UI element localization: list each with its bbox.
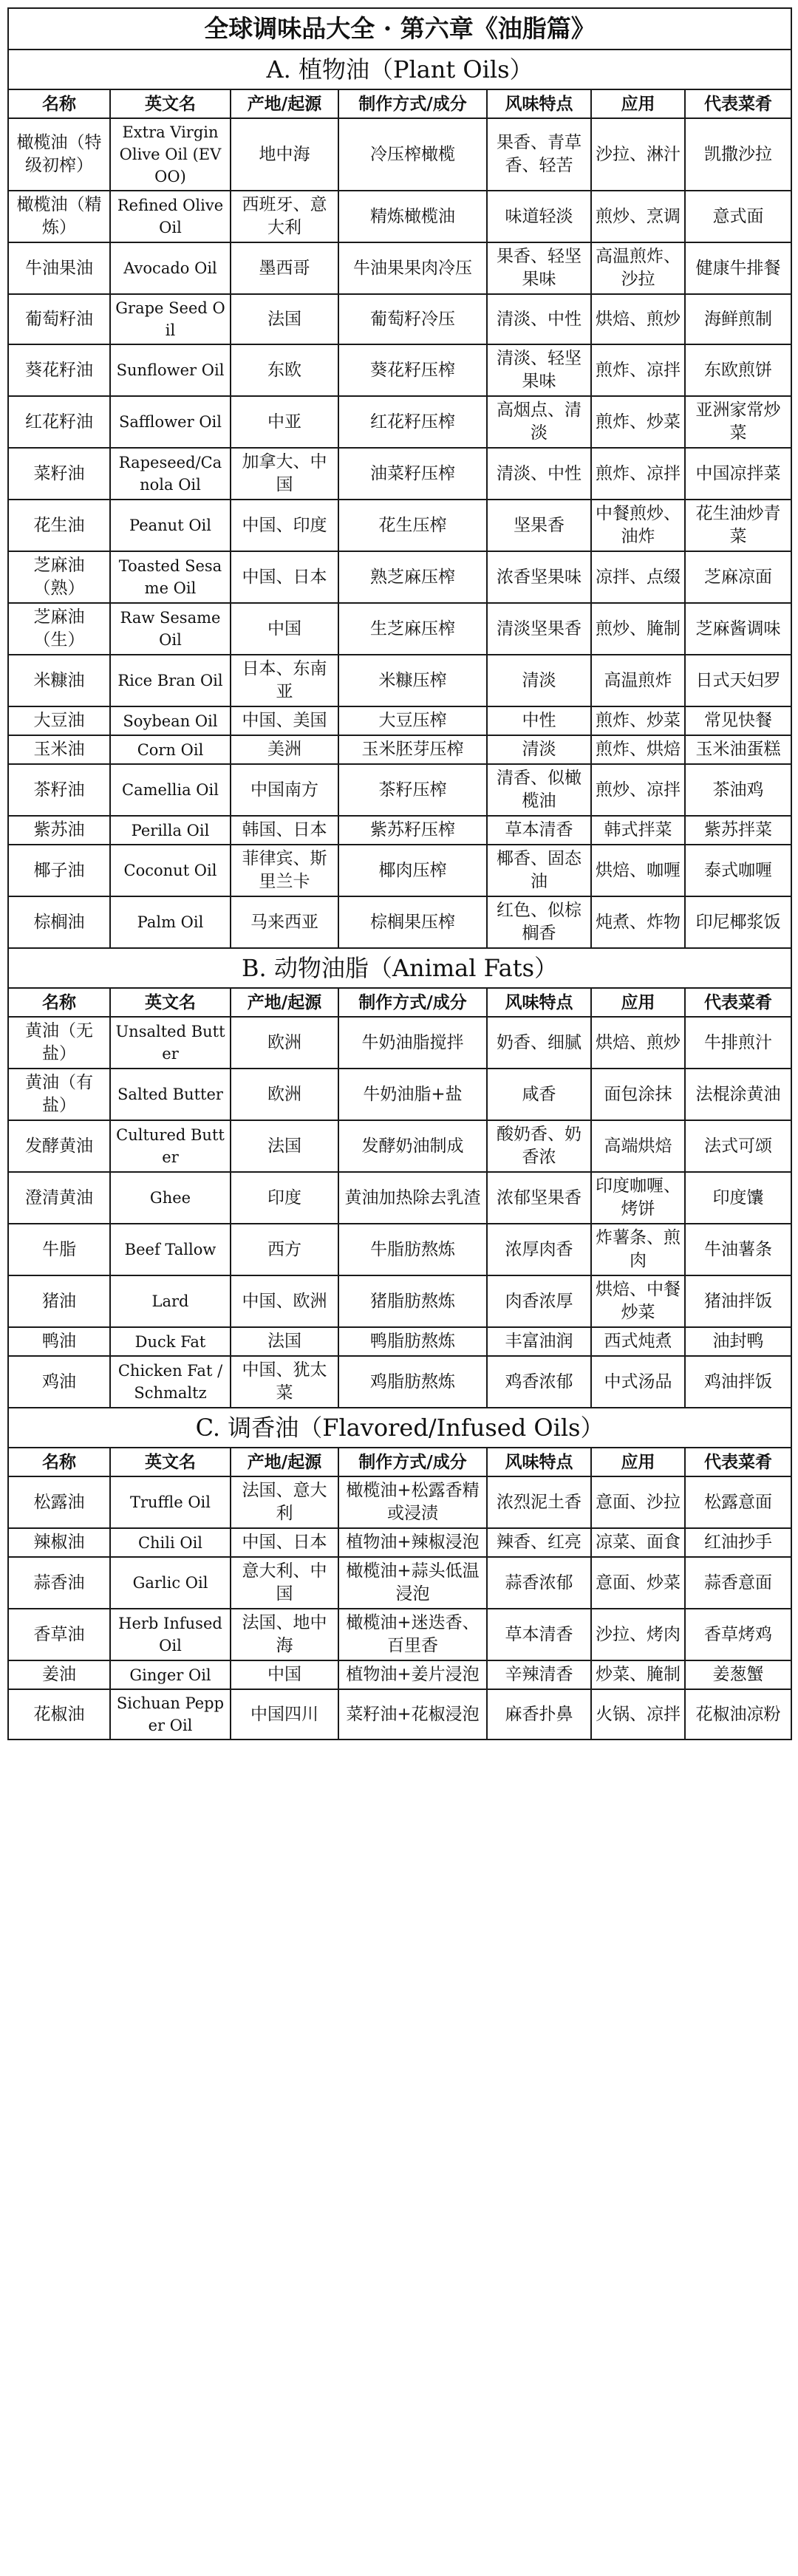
oil-name: 花生油 [8,500,110,551]
header-flavor: 风味特点 [487,89,591,118]
oil-name: 牛油果油 [8,242,110,294]
table-row [8,294,791,344]
oil-name: 香草油 [8,1609,110,1660]
english-name: Rice Bran Oil [110,655,231,706]
flavor: 辣香、红亮 [487,1528,591,1557]
english-name: Extra Virgin Olive Oil (EVOO) [110,118,231,191]
method: 黄油加热除去乳渣 [338,1172,487,1224]
header-usage: 应用 [591,1448,685,1476]
signature-dish: 猪油拌饭 [685,1275,791,1327]
signature-dish: 海鲜煎制 [685,294,791,344]
flavor: 咸香 [487,1069,591,1120]
origin: 欧洲 [231,1069,338,1120]
usage: 煎炸、凉拌 [591,344,685,396]
english-name: Sichuan Pepper Oil [110,1689,231,1740]
flavor: 清淡、中性 [487,294,591,344]
oil-name: 玉米油 [8,735,110,764]
signature-dish: 凯撒沙拉 [685,118,791,191]
method: 植物油+姜片浸泡 [338,1660,487,1689]
usage: 高温煎炸 [591,655,685,706]
usage: 煎炒、烹调 [591,191,685,242]
english-name: Camellia Oil [110,764,231,816]
oil-name: 鸭油 [8,1327,110,1356]
method: 橄榄油+迷迭香、百里香 [338,1609,487,1660]
signature-dish: 中国凉拌菜 [685,448,791,500]
usage: 煎炒、凉拌 [591,764,685,816]
signature-dish: 紫苏拌菜 [685,816,791,845]
usage: 煎炸、炒菜 [591,706,685,735]
signature-dish: 印尼椰浆饭 [685,896,791,948]
oil-name: 棕榈油 [8,896,110,948]
method: 牛脂肪熬炼 [338,1224,487,1275]
signature-dish: 牛排煎汁 [685,1017,791,1069]
usage: 火锅、凉拌 [591,1689,685,1740]
flavor: 清淡、中性 [487,448,591,500]
method: 花生压榨 [338,500,487,551]
origin: 中国、犹太菜 [231,1356,338,1408]
english-name: Palm Oil [110,896,231,948]
signature-dish: 茶油鸡 [685,764,791,816]
signature-dish: 芝麻酱调味 [685,603,791,655]
signature-dish: 鸡油拌饭 [685,1356,791,1408]
origin: 马来西亚 [231,896,338,948]
oil-name: 松露油 [8,1476,110,1528]
origin: 地中海 [231,118,338,191]
flavor: 椰香、固态油 [487,845,591,896]
oil-name: 芝麻油（熟） [8,551,110,603]
header-name: 名称 [8,988,110,1017]
origin: 中国、美国 [231,706,338,735]
english-name: Chili Oil [110,1528,231,1557]
signature-dish: 印度馕 [685,1172,791,1224]
oil-name: 葵花籽油 [8,344,110,396]
header-origin: 产地/起源 [231,89,338,118]
flavor: 鸡香浓郁 [487,1356,591,1408]
page-title: 全球调味品大全 · 第六章《油脂篇》 [8,8,791,50]
table-row [8,1275,791,1327]
oil-name: 猪油 [8,1275,110,1327]
method: 生芝麻压榨 [338,603,487,655]
section-heading-row [8,1408,791,1448]
origin: 菲律宾、斯里兰卡 [231,845,338,896]
oils-table [7,7,792,1740]
signature-dish: 姜葱蟹 [685,1660,791,1689]
usage: 面包涂抹 [591,1069,685,1120]
signature-dish: 蒜香意面 [685,1557,791,1609]
table-row [8,896,791,948]
flavor: 果香、轻坚果味 [487,242,591,294]
english-name: Salted Butter [110,1069,231,1120]
oil-name: 芝麻油（生） [8,603,110,655]
signature-dish: 常见快餐 [685,706,791,735]
signature-dish: 红油抄手 [685,1528,791,1557]
english-name: Unsalted Butter [110,1017,231,1069]
english-name: Safflower Oil [110,396,231,448]
flavor: 肉香浓厚 [487,1275,591,1327]
usage: 意面、沙拉 [591,1476,685,1528]
origin: 墨西哥 [231,242,338,294]
method: 米糠压榨 [338,655,487,706]
english-name: Corn Oil [110,735,231,764]
header-method: 制作方式/成分 [338,1448,487,1476]
title-row [8,8,791,50]
flavor: 浓烈泥土香 [487,1476,591,1528]
oil-name: 米糠油 [8,655,110,706]
table-row [8,118,791,191]
origin: 中国南方 [231,764,338,816]
method: 牛奶油脂+盐 [338,1069,487,1120]
origin: 法国 [231,1120,338,1172]
flavor: 草本清香 [487,1609,591,1660]
flavor: 丰富油润 [487,1327,591,1356]
usage: 炸薯条、煎肉 [591,1224,685,1275]
english-name: Raw Sesame Oil [110,603,231,655]
signature-dish: 牛油薯条 [685,1224,791,1275]
signature-dish: 日式天妇罗 [685,655,791,706]
flavor: 麻香扑鼻 [487,1689,591,1740]
signature-dish: 松露意面 [685,1476,791,1528]
method: 橄榄油+蒜头低温浸泡 [338,1557,487,1609]
oil-name: 菜籽油 [8,448,110,500]
table-row [8,396,791,448]
origin: 中国、日本 [231,1528,338,1557]
method: 发酵奶油制成 [338,1120,487,1172]
table-row [8,1528,791,1557]
oil-name: 发酵黄油 [8,1120,110,1172]
flavor: 坚果香 [487,500,591,551]
english-name: Rapeseed/Canola Oil [110,448,231,500]
header-dish: 代表菜肴 [685,1448,791,1476]
english-name: Refined Olive Oil [110,191,231,242]
origin: 加拿大、中国 [231,448,338,500]
method: 牛奶油脂搅拌 [338,1017,487,1069]
table-row [8,764,791,816]
oil-name: 鸡油 [8,1356,110,1408]
table-row [8,1069,791,1120]
method: 大豆压榨 [338,706,487,735]
method: 鸭脂肪熬炼 [338,1327,487,1356]
flavor: 清淡坚果香 [487,603,591,655]
english-name: Peanut Oil [110,500,231,551]
english-name: Coconut Oil [110,845,231,896]
column-header-row [8,988,791,1017]
usage: 烘焙、煎炒 [591,294,685,344]
origin: 法国 [231,1327,338,1356]
origin: 东欧 [231,344,338,396]
table-row [8,735,791,764]
flavor: 浓郁坚果香 [487,1172,591,1224]
oil-name: 椰子油 [8,845,110,896]
header-usage: 应用 [591,89,685,118]
origin: 中国、印度 [231,500,338,551]
table-row [8,655,791,706]
english-name: Toasted Sesame Oil [110,551,231,603]
table-row [8,603,791,655]
oil-name: 黄油（无盐） [8,1017,110,1069]
method: 冷压榨橄榄 [338,118,487,191]
table-row [8,1224,791,1275]
header-usage: 应用 [591,988,685,1017]
english-name: Cultured Butter [110,1120,231,1172]
oil-name: 蒜香油 [8,1557,110,1609]
column-header-row [8,89,791,118]
usage: 韩式拌菜 [591,816,685,845]
flavor: 蒜香浓郁 [487,1557,591,1609]
flavor: 清淡 [487,655,591,706]
usage: 煎炒、腌制 [591,603,685,655]
flavor: 味道轻淡 [487,191,591,242]
header-name: 名称 [8,89,110,118]
origin: 西方 [231,1224,338,1275]
flavor: 浓厚肉香 [487,1224,591,1275]
origin: 中亚 [231,396,338,448]
english-name: Ghee [110,1172,231,1224]
table-row [8,1356,791,1408]
method: 猪脂肪熬炼 [338,1275,487,1327]
oil-name: 花椒油 [8,1689,110,1740]
section-heading-row [8,50,791,89]
table-row [8,1476,791,1528]
method: 紫苏籽压榨 [338,816,487,845]
header-origin: 产地/起源 [231,1448,338,1476]
english-name: Perilla Oil [110,816,231,845]
table-row [8,1689,791,1740]
signature-dish: 健康牛排餐 [685,242,791,294]
section-heading: A. 植物油（Plant Oils） [8,50,791,89]
signature-dish: 玉米油蛋糕 [685,735,791,764]
usage: 烘焙、咖喱 [591,845,685,896]
method: 茶籽压榨 [338,764,487,816]
usage: 中式汤品 [591,1356,685,1408]
origin: 中国 [231,603,338,655]
usage: 煎炸、炒菜 [591,396,685,448]
signature-dish: 法式可颂 [685,1120,791,1172]
oil-name: 黄油（有盐） [8,1069,110,1120]
origin: 中国四川 [231,1689,338,1740]
method: 鸡脂肪熬炼 [338,1356,487,1408]
header-flavor: 风味特点 [487,1448,591,1476]
english-name: Avocado Oil [110,242,231,294]
table-row [8,1120,791,1172]
origin: 中国、日本 [231,551,338,603]
english-name: Garlic Oil [110,1557,231,1609]
origin: 韩国、日本 [231,816,338,845]
oil-name: 辣椒油 [8,1528,110,1557]
oil-name: 红花籽油 [8,396,110,448]
english-name: Duck Fat [110,1327,231,1356]
table-row [8,1609,791,1660]
table-row [8,551,791,603]
usage: 沙拉、烤肉 [591,1609,685,1660]
flavor: 高烟点、清淡 [487,396,591,448]
usage: 炖煮、炸物 [591,896,685,948]
oil-name: 橄榄油（特级初榨） [8,118,110,191]
table-row [8,1557,791,1609]
usage: 沙拉、淋汁 [591,118,685,191]
method: 玉米胚芽压榨 [338,735,487,764]
table-row [8,816,791,845]
signature-dish: 法棍涂黄油 [685,1069,791,1120]
origin: 中国、欧洲 [231,1275,338,1327]
section-heading-row [8,948,791,988]
flavor: 草本清香 [487,816,591,845]
usage: 炒菜、腌制 [591,1660,685,1689]
origin: 印度 [231,1172,338,1224]
english-name: Herb Infused Oil [110,1609,231,1660]
method: 植物油+辣椒浸泡 [338,1528,487,1557]
oil-name: 茶籽油 [8,764,110,816]
header-name: 名称 [8,1448,110,1476]
english-name: Sunflower Oil [110,344,231,396]
usage: 烘焙、煎炒 [591,1017,685,1069]
signature-dish: 亚洲家常炒菜 [685,396,791,448]
origin: 西班牙、意大利 [231,191,338,242]
header-method: 制作方式/成分 [338,89,487,118]
signature-dish: 意式面 [685,191,791,242]
origin: 法国、地中海 [231,1609,338,1660]
table-row [8,500,791,551]
signature-dish: 芝麻凉面 [685,551,791,603]
method: 菜籽油+花椒浸泡 [338,1689,487,1740]
origin: 法国、意大利 [231,1476,338,1528]
flavor: 酸奶香、奶香浓 [487,1120,591,1172]
method: 精炼橄榄油 [338,191,487,242]
english-name: Truffle Oil [110,1476,231,1528]
signature-dish: 油封鸭 [685,1327,791,1356]
usage: 高端烘焙 [591,1120,685,1172]
method: 油菜籽压榨 [338,448,487,500]
method: 牛油果果肉冷压 [338,242,487,294]
method: 葡萄籽冷压 [338,294,487,344]
usage: 意面、炒菜 [591,1557,685,1609]
flavor: 清香、似橄榄油 [487,764,591,816]
oil-name: 橄榄油（精炼） [8,191,110,242]
signature-dish: 东欧煎饼 [685,344,791,396]
english-name: Chicken Fat / Schmaltz [110,1356,231,1408]
table-row [8,1327,791,1356]
origin: 中国 [231,1660,338,1689]
usage: 中餐煎炒、油炸 [591,500,685,551]
flavor: 果香、青草香、轻苦 [487,118,591,191]
header-method: 制作方式/成分 [338,988,487,1017]
table-row [8,1017,791,1069]
usage: 烘焙、中餐炒菜 [591,1275,685,1327]
origin: 法国 [231,294,338,344]
table-row [8,242,791,294]
origin: 欧洲 [231,1017,338,1069]
flavor: 清淡 [487,735,591,764]
header-origin: 产地/起源 [231,988,338,1017]
oil-name: 葡萄籽油 [8,294,110,344]
flavor: 中性 [487,706,591,735]
header-flavor: 风味特点 [487,988,591,1017]
table-row [8,448,791,500]
table-row [8,191,791,242]
table-row [8,1172,791,1224]
header-english-name: 英文名 [110,1448,231,1476]
flavor: 红色、似棕榈香 [487,896,591,948]
header-dish: 代表菜肴 [685,988,791,1017]
signature-dish: 香草烤鸡 [685,1609,791,1660]
english-name: Lard [110,1275,231,1327]
flavor: 清淡、轻坚果味 [487,344,591,396]
origin: 意大利、中国 [231,1557,338,1609]
english-name: Grape Seed Oil [110,294,231,344]
table-row [8,344,791,396]
header-english-name: 英文名 [110,89,231,118]
section-heading: C. 调香油（Flavored/Infused Oils） [8,1408,791,1448]
header-dish: 代表菜肴 [685,89,791,118]
oil-name: 紫苏油 [8,816,110,845]
signature-dish: 泰式咖喱 [685,845,791,896]
table-row [8,1660,791,1689]
usage: 煎炸、凉拌 [591,448,685,500]
usage: 凉菜、面食 [591,1528,685,1557]
table-row [8,706,791,735]
header-english-name: 英文名 [110,988,231,1017]
method: 橄榄油+松露香精或浸渍 [338,1476,487,1528]
usage: 煎炸、烘焙 [591,735,685,764]
usage: 凉拌、点缀 [591,551,685,603]
english-name: Beef Tallow [110,1224,231,1275]
method: 椰肉压榨 [338,845,487,896]
origin: 日本、东南亚 [231,655,338,706]
origin: 美洲 [231,735,338,764]
column-header-row [8,1448,791,1476]
flavor: 浓香坚果味 [487,551,591,603]
flavor: 辛辣清香 [487,1660,591,1689]
flavor: 奶香、细腻 [487,1017,591,1069]
seasoning-sheet [7,7,791,1740]
usage: 西式炖煮 [591,1327,685,1356]
method: 熟芝麻压榨 [338,551,487,603]
oil-name: 澄清黄油 [8,1172,110,1224]
oil-name: 姜油 [8,1660,110,1689]
signature-dish: 花生油炒青菜 [685,500,791,551]
usage: 印度咖喱、烤饼 [591,1172,685,1224]
table-row [8,845,791,896]
signature-dish: 花椒油凉粉 [685,1689,791,1740]
english-name: Soybean Oil [110,706,231,735]
english-name: Ginger Oil [110,1660,231,1689]
section-heading: B. 动物油脂（Animal Fats） [8,948,791,988]
oil-name: 牛脂 [8,1224,110,1275]
method: 棕榈果压榨 [338,896,487,948]
method: 红花籽压榨 [338,396,487,448]
oil-name: 大豆油 [8,706,110,735]
usage: 高温煎炸、沙拉 [591,242,685,294]
method: 葵花籽压榨 [338,344,487,396]
